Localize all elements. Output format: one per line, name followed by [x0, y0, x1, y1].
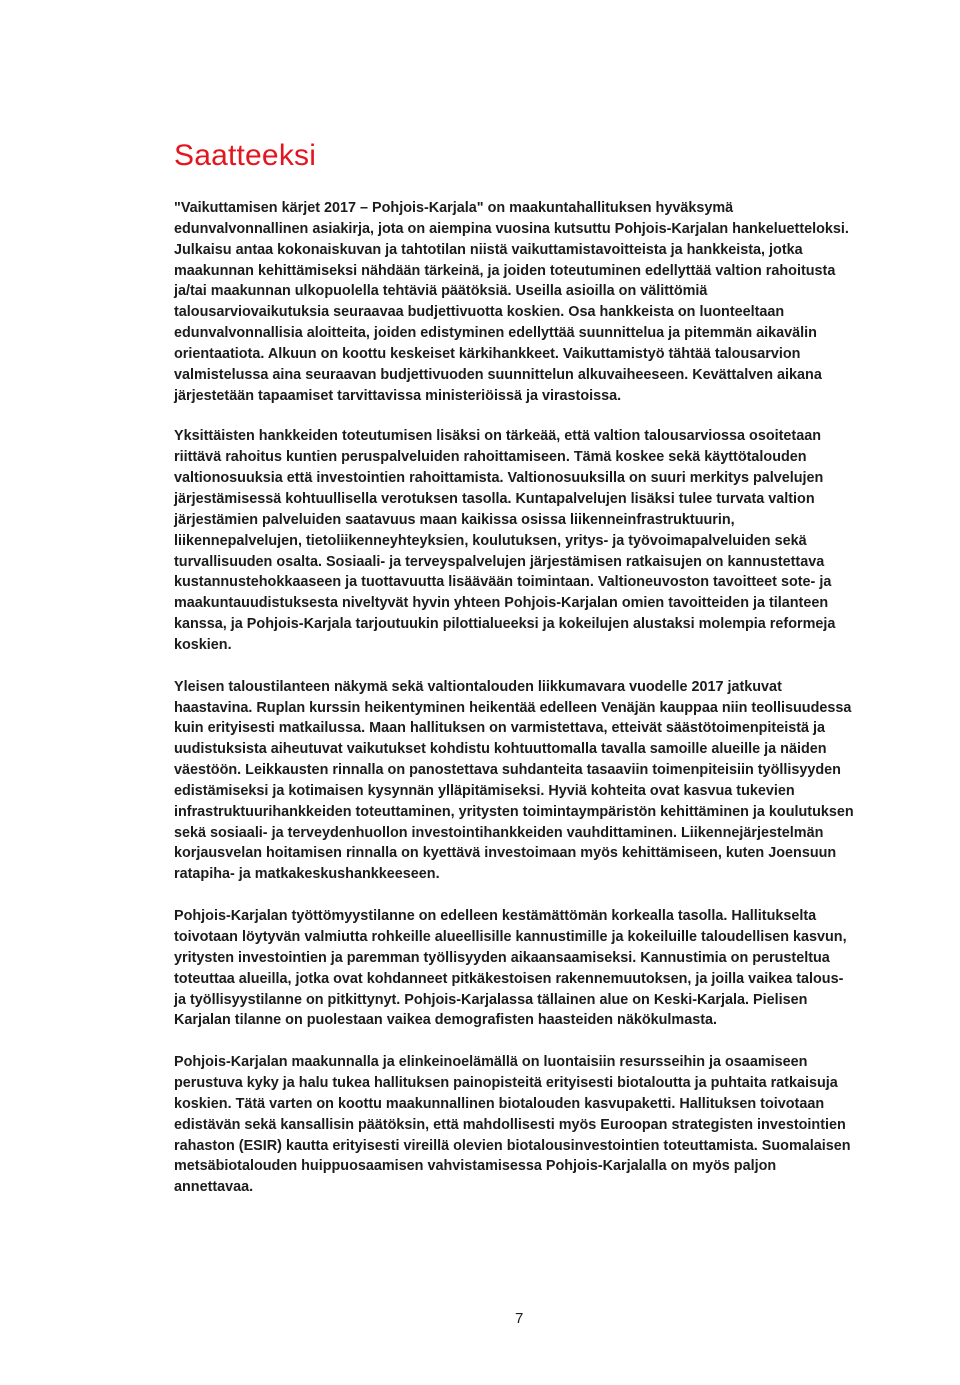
text-line: rahaston (ESIR) kautta erityisesti vireillä olevien biotalousinvestointien toteuttamista. Suomalaisen	[174, 1137, 851, 1154]
text-line: orientaatiota. Alkuun on koottu keskeiset kärkihankkeet. Vaikuttamistyö tähtää talousarvion	[174, 345, 801, 362]
paragraph	[174, 906, 882, 1031]
text-line: "Vaikuttamisen kärjet 2017 – Pohjois-Karjala" on maakuntahallituksen hyväksymä	[174, 200, 734, 216]
paragraph	[174, 1052, 882, 1198]
paragraph	[174, 677, 882, 885]
text-line: talousarviovaikutuksia seuraavaa budjettivuotta koskien. Osa hankkeista on luonteeltaan	[174, 304, 785, 321]
text-line: maakuntauudistuksesta niveltyvät hyvin yhteen Pohjois-Karjalan omien tavoitteiden ja tilanteen	[174, 595, 829, 612]
text-line: järjestetään tapaamiset tarvittavissa ministeriöissä ja virastoissa.	[174, 387, 622, 404]
text-line: kanssa, ja Pohjois-Karjala tarjoutuukin pilottialueeksi ja kokeilujen alustaksi molempia reformeja	[174, 616, 836, 633]
page-number: 7	[515, 1310, 524, 1327]
text-line: toteuttaa alueilla, jotka ovat kohdanneet pitkäkestoisen rakennemuutoksen, ja joilla vaikea talous-	[174, 970, 844, 987]
text-line: toivotaan löytyvän valmiutta rohkeille alueellisille kannustimille ja kokeiluille taloudellisen kasvun,	[174, 929, 847, 945]
text-line: edistävän sekä kansallisin päätöksin, että mahdollisesti myös Euroopan strategisten investointien	[174, 1116, 846, 1133]
text-line: Karjalan tilanne on puolestaan vaikea demografisten haasteiden näkökulmasta.	[174, 1012, 718, 1029]
text-line: väestöön. Leikkausten rinnalla on panostettava suhdanteita tasaaviin toimenpiteisiin työllisyyden	[174, 762, 841, 779]
text-line: yritysten investointien ja paremman työllisyyden aikaansaamiseksi. Kannustimia on perusteltua	[174, 949, 830, 966]
text-line: koskien.	[174, 636, 232, 653]
text-line: maakunnan kehittämiseksi nähdään tärkeinä, ja joiden toteutuminen edellyttää valtion rahoitusta	[174, 262, 836, 279]
text-line: sekä sosiaali- ja terveydenhuollon investointihankkeiden vauhdittaminen. Liikennejärjestelmän	[174, 824, 824, 841]
text-line: turvallisuuden osalta. Sosiaali- ja terveyspalvelujen järjestämisen ratkaisujen on kannustettava	[174, 553, 825, 570]
text-line: Pohjois-Karjalan työttömyystilanne on edelleen kestämättömän korkealla tasolla. Hallitukselta	[174, 908, 817, 925]
text-line: riittävä rahoitus kuntien peruspalveluiden rahoittamiseen. Tämä koskee sekä käyttötalouden	[174, 449, 807, 466]
text-line: ratapiha- ja matkakeskushankkeeseen.	[174, 866, 440, 883]
text-line: edunvalvonnallisia aloitteita, joiden edistyminen edellyttää suunnittelua ja pitemmän aikavälin	[174, 325, 817, 342]
body-text	[174, 198, 882, 1219]
text-line: kustannustehokkaaseen ja tuottavuutta lisäävään toimintaan. Valtioneuvoston tavoitteet sote- ja	[174, 574, 832, 591]
text-line: valmistelussa aina seuraavan budjettivuoden suunnittelun alkuvaiheeseen. Kevättalven aikana	[174, 366, 822, 383]
text-line: ja työllisyystilanne on pitkittynyt. Pohjois-Karjalassa tällainen alue on Keski-Karjala. Pielisen	[174, 991, 808, 1008]
text-line: Julkaisu antaa kokonaiskuvan ja tahtotilan niistä vaikuttamistavoitteista ja hankkeista, jotka	[174, 241, 803, 258]
text-line: metsäbiotalouden huippuosaamisen vahvistamisessa Pohjois-Karjalalla on myös paljon	[174, 1158, 777, 1175]
text-line: perustuva kyky ja halu tukea hallituksen painopisteitä erityisesti biotaloutta ja puhtaita ratkaisuja	[174, 1075, 838, 1092]
text-line: liikennepalvelujen, tietoliikenneyhteyksien, koulutuksen, yritys- ja työvoimapalveluiden sekä	[174, 532, 807, 549]
text-line: korjausvelan hoitamisen rinnalla on kyettävä investoimaan myös kehittämiseen, kuten Joensuun	[174, 845, 837, 862]
text-line: järjestämisessä kohtuullisella verotuksen tasolla. Kuntapalvelujen lisäksi tulee turvata valtion	[174, 490, 815, 507]
text-line: Pohjois-Karjalan maakunnalla ja elinkeinoelämällä on luontaisiin resursseihin ja osaamiseen	[174, 1054, 808, 1071]
text-line: valtionosuuksia että investointien rahoittamista. Valtionosuuksilla on suuri merkitys palvelujen	[174, 470, 824, 487]
paragraph	[174, 198, 882, 406]
text-line: infrastruktuurihankkeiden toteuttaminen, yritysten toimintaympäristön kehittäminen ja koulutuksen	[174, 803, 854, 820]
text-line: edistämiseksi ja kotimaisen kysynnän ylläpitämiseksi. Hyviä kohteita ovat kasvua tukevien	[174, 782, 795, 799]
text-line: uudistuksista aiheutuvat vaikutukset kohdistu kohtuuttomalla tavalla samoille alueille ja näiden	[174, 741, 827, 758]
page-title: Saatteeksi	[174, 139, 317, 172]
text-line: kuin erityisesti matkailussa. Maan hallituksen on varmistettava, etteivät säästötoimenpiteistä ja	[174, 720, 826, 737]
text-line: edunvalvonnallinen asiakirja, jota on aiempina vuosina kutsuttu Pohjois-Karjalan hankeluetteloksi.	[174, 220, 849, 237]
text-line: järjestämien palveluiden saatavuus maan kaikissa osissa liikenneinfrastruktuurin,	[174, 511, 735, 528]
paragraph	[174, 426, 882, 655]
text-line: Yleisen taloustilanteen näkymä sekä valtiontalouden liikkumavara vuodelle 2017 jatkuvat	[174, 678, 782, 695]
text-line: annettavaa.	[174, 1179, 254, 1196]
text-line: koskien. Tätä varten on koottu maakunnallinen biotalouden kasvupaketti. Hallituksen toivotaan	[174, 1095, 825, 1112]
text-line: haastavina. Ruplan kurssin heikentyminen heikentää edelleen Venäjän kauppaa niin teollisuudessa	[174, 699, 852, 716]
text-line: ja/tai maakunnan ulkopuolella tehtäviä päätöksiä. Useilla asioilla on välittömiä	[174, 283, 708, 300]
text-line: Yksittäisten hankkeiden toteutumisen lisäksi on tärkeää, että valtion talousarviossa osoitetaan	[174, 428, 821, 445]
